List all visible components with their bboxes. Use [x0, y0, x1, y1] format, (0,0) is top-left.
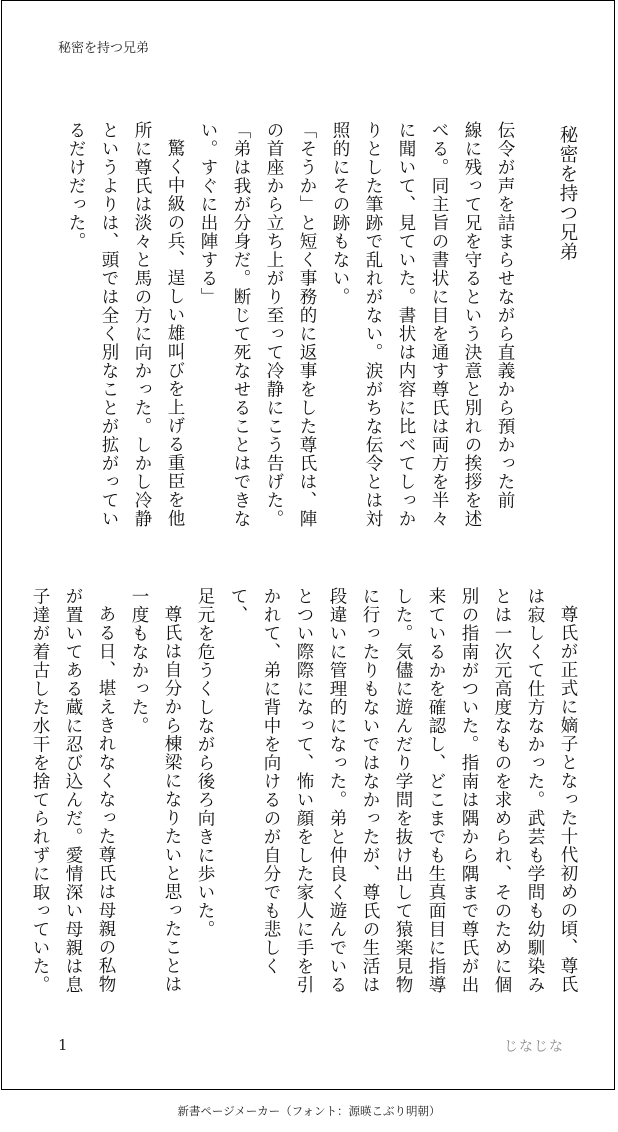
text-line: とつい際際になって、怖い顔をした家人に手を引	[294, 587, 314, 994]
text-line: は寂しくて仕方なかった。武芸も学問も幼馴染み	[525, 587, 545, 994]
text-line: に聞いて、見ていた。書状は内容に比べてしっか	[396, 121, 416, 528]
author-name: じなじな	[504, 1039, 564, 1055]
text-line: とは一次元高度なものを求められ、そのために個	[492, 587, 512, 994]
text-line: るだけだった。	[66, 121, 86, 251]
text-line: い。すぐに出陣する」	[198, 121, 218, 306]
upper-text-block	[44, 121, 584, 529]
text-line: 一度もなかった。	[129, 587, 149, 735]
text-line: 足元を危うくしながら後ろ向きに歩いた。	[195, 587, 215, 939]
lower-text-block	[30, 587, 584, 1005]
text-line: 「弟は我が分身だ。断じて死なせることはできな	[231, 121, 251, 528]
text-line: 子達が着古した水干を捨てられずに取っていた。	[30, 587, 50, 994]
text-line: が置いてある蔵に忍び込んだ。愛情深い母親は息	[63, 587, 83, 994]
text-line: 尊氏が正式に嫡子となった十代初めの頃、尊氏	[558, 604, 578, 993]
book-page	[1, 0, 615, 1090]
text-line: 来ているかを確認し、どこまでも生真面目に指導	[426, 587, 446, 994]
text-line: 驚く中級の兵、逞しい雄叫びを上げる重臣を他	[165, 138, 185, 527]
text-line: した。気儘に遊んだり学問を抜け出して猿楽見物	[393, 587, 413, 994]
text-line: 別の指南がついた。指南は隅から隅まで尊氏が出	[459, 587, 479, 994]
text-line: べる。同主旨の書状に目を通す尊氏は両方を半々	[429, 121, 449, 528]
page-number: 1	[58, 1036, 68, 1054]
text-line: 尊氏は自分から棟梁になりたいと思ったことは	[162, 604, 182, 993]
text-line: の首座から立ち上がり至って冷静にこう告げた。	[264, 121, 284, 528]
text-line: 「そうか」と短く事務的に返事をした尊氏は、陣	[297, 121, 317, 528]
text-line: 所に尊氏は淡々と馬の方に向かった。しかし冷静	[132, 121, 152, 528]
footer-credit: 新書ページメーカー（フォント：源暎こぶり明朝）	[177, 1104, 441, 1118]
running-header: 秘密を持つ兄弟	[58, 41, 150, 56]
text-line: かれて、弟に背中を向けるのが自分でも悲しくて、	[228, 587, 281, 976]
text-line: 照的にその跡もない。	[330, 121, 350, 306]
text-line: ある日、堪えきれなくなった尊氏は母親の私物	[96, 604, 116, 993]
text-line: に行ったりもないではなかったが、尊氏の生活は	[360, 587, 380, 994]
text-line: りとした筆跡で乱れがない。涙がちな伝令とは対	[363, 121, 383, 528]
text-line: 線に残って兄を守るという決意と別れの挨拶を述	[462, 121, 482, 528]
story-title: 秘密を持つ兄弟	[557, 125, 578, 262]
text-line: 伝令が声を詰まらせながら直義から預かった前	[495, 121, 515, 510]
text-line: 段違いに管理的になった。弟と仲良く遊んでいる	[327, 587, 347, 994]
text-line: というよりは、頭では全く別なことが拡がってい	[99, 121, 119, 528]
